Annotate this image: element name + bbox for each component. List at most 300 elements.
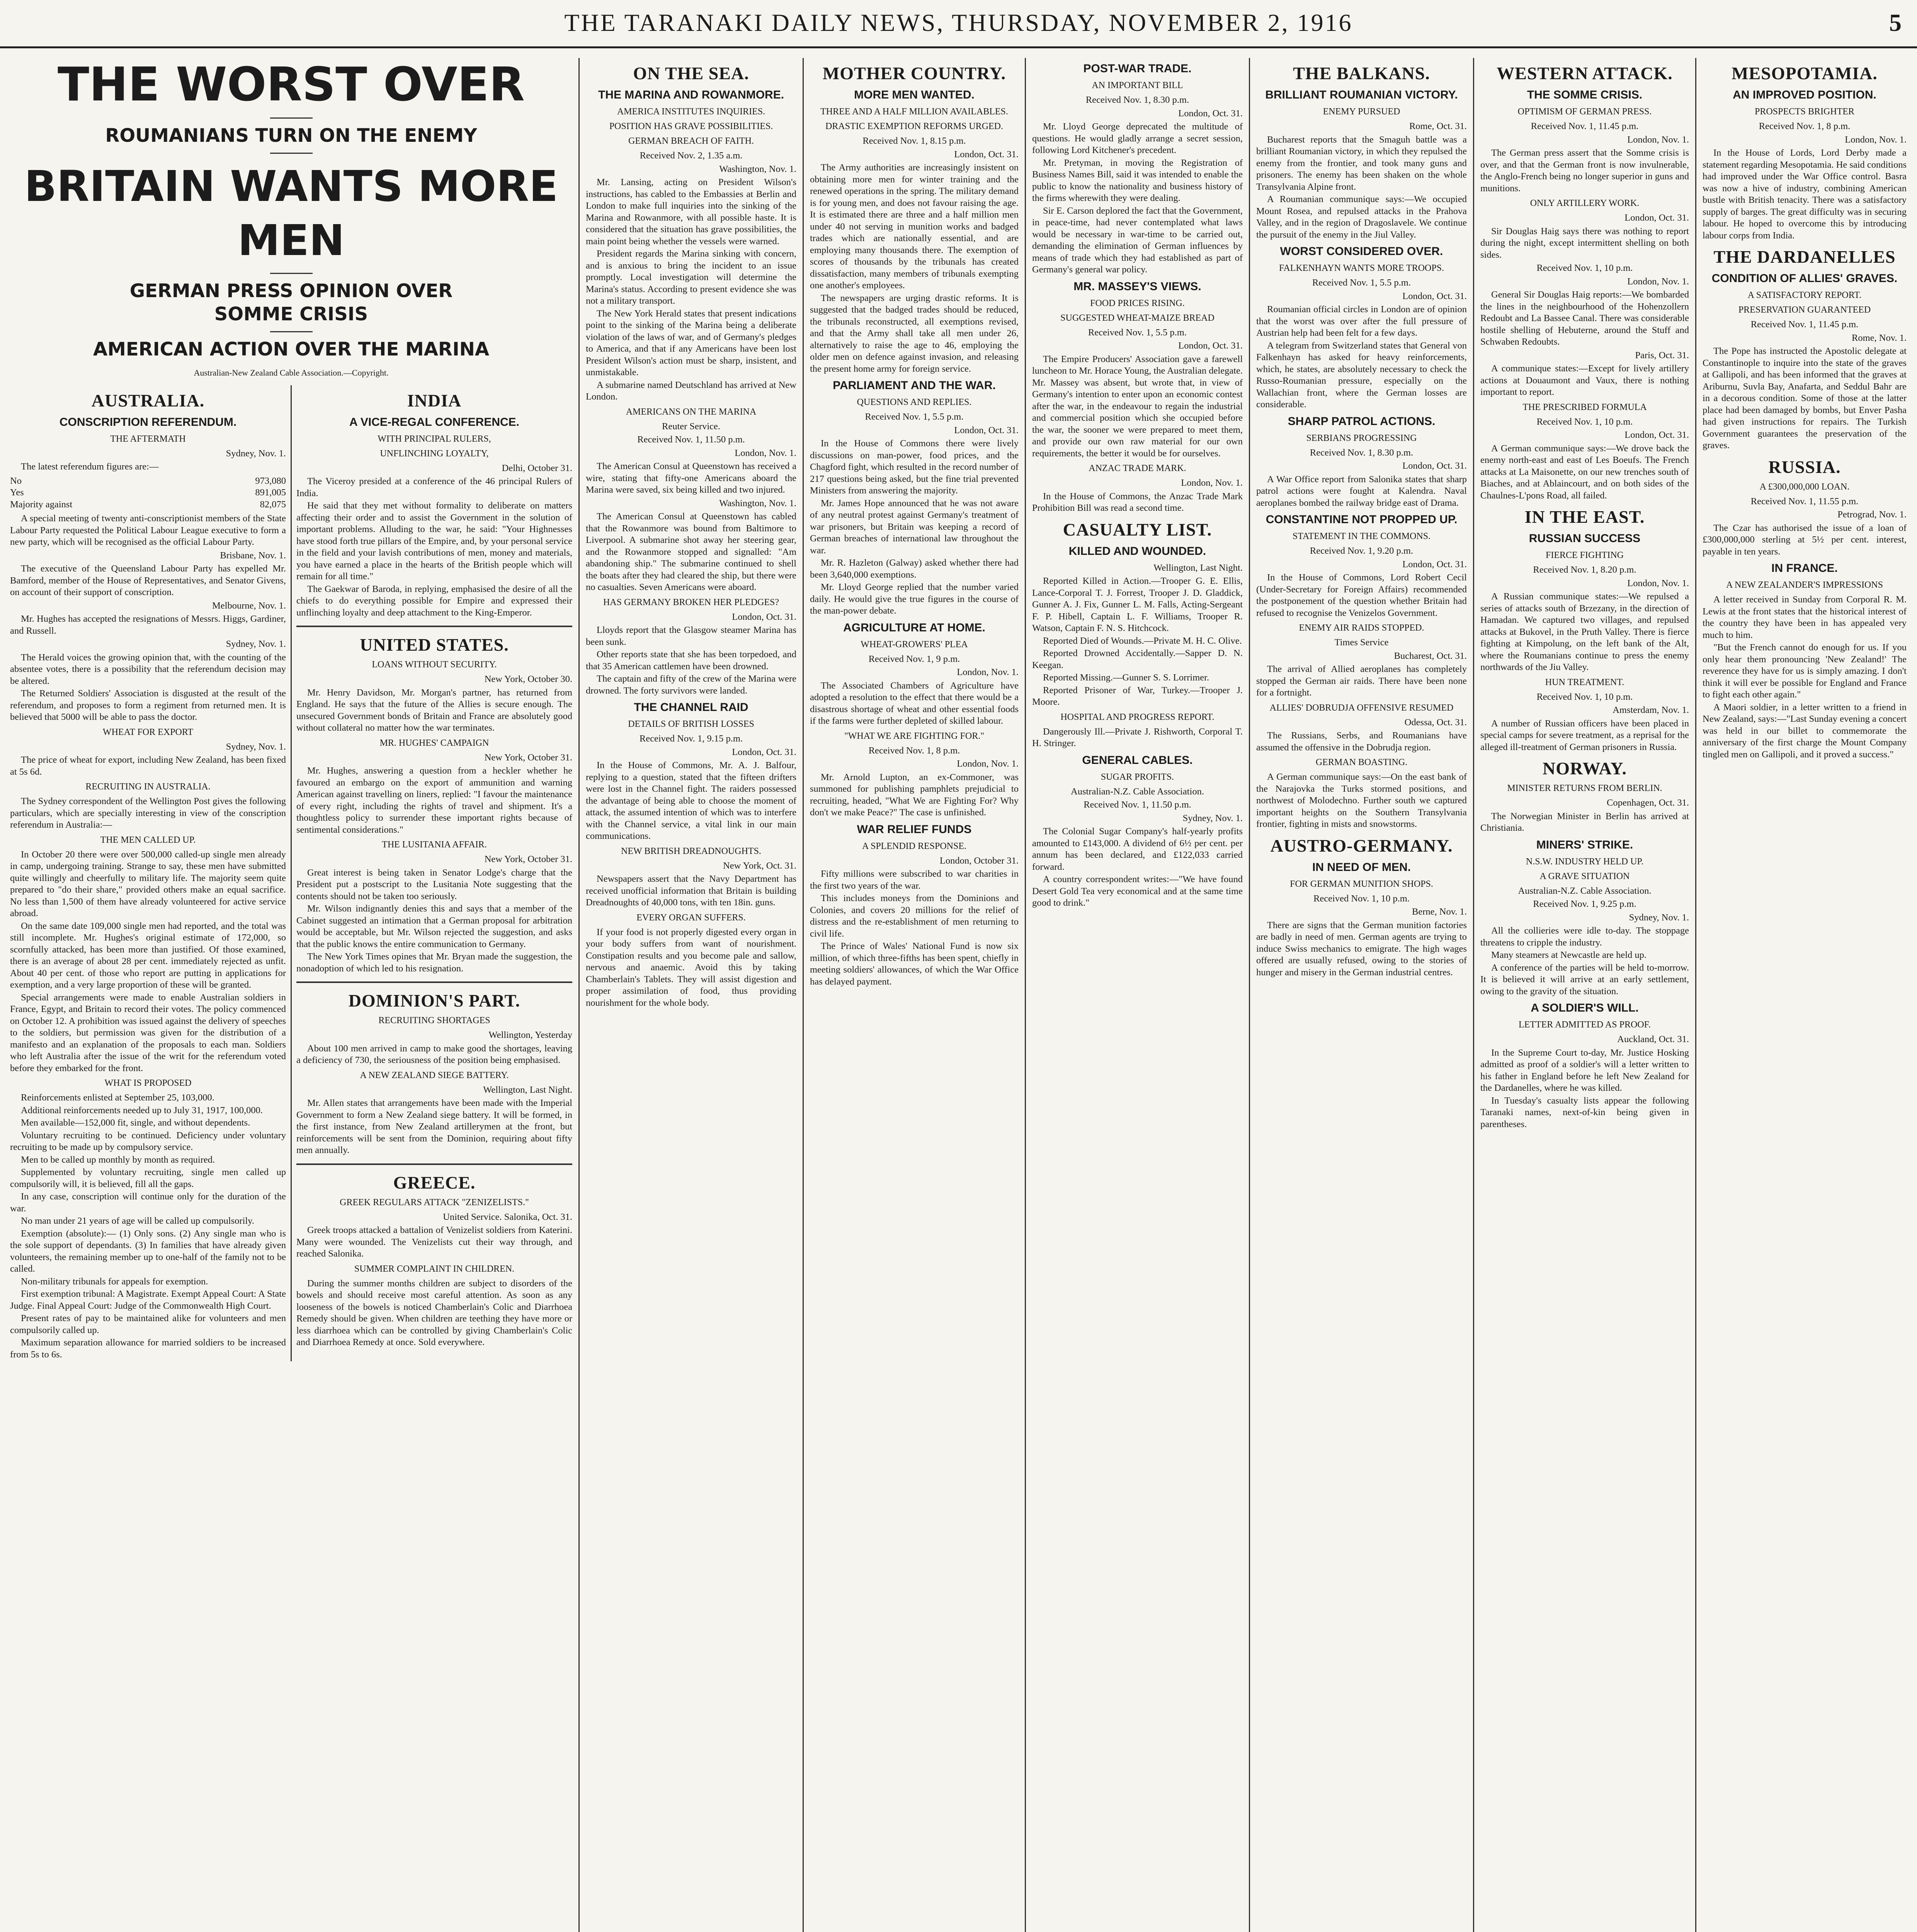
divider (296, 1163, 572, 1165)
paragraph: Men available—152,000 fit, single, and without dependents. (21, 1117, 250, 1128)
dateline: New York, October 31. (484, 854, 572, 864)
dateline: Paris, Oct. 31. (1635, 350, 1689, 361)
subheading: THE AFTERMATH (110, 434, 186, 444)
section-heading: DOMINION'S PART. (348, 991, 520, 1010)
paragraph: Mr. Henry Davidson, Mr. Morgan's partner, has returned from England. He says that the future of the Allies is secure enough. The unsecured Government bonds of Britain and France are absolutely good without collateral no matter how the war terminates. (296, 687, 572, 733)
paragraph: The executive of the Queensland Labour Party has expelled Mr. Bamford, member of the House of Representatives, and Senator Givens, on account of their support of conscription. (10, 563, 286, 597)
subheading: DETAILS OF BRITISH LOSSES (628, 719, 754, 729)
paragraph: Sir E. Carson deplored the fact that the Government, in peace-time, had never contemplated what laws would be necessary in war-time to be carried out, demanding the elimination of German influences by means of trade which they had established as part of Germany's general war policy. (1032, 205, 1243, 275)
paragraph: The Norwegian Minister in Berlin has arrived at Christiania. (1480, 811, 1689, 833)
paragraph: The American Consul at Queenstown has cabled that the Rowanmore was bound from Baltimore to Liverpool. A submarine shot away her steering gear, and the Rowanmore stopped and signalled: "Am abandoning ship." The submarine continued to shell the boats after they had cleared the ship, but there were no casualties. Seven Americans were aboard. (586, 511, 796, 592)
paragraph: About 100 men arrived in camp to make good the shortages, leaving a deficiency of 730, the seriousness of the position being emphasised. (296, 1043, 572, 1065)
paragraph: The price of wheat for export, including New Zealand, has been fixed at 5s 6d. (10, 755, 286, 777)
paragraph: Mr. Hughes, answering a question from a heckler whether he favoured an embargo on the export of ammunition and warning American against travelling on liners, replied: "I favour the maintenance of every right, including the rights of travel and shipment. It's a thoughtless policy to surrender these important rights because of sentimental considerations." (296, 765, 572, 835)
dateline: Washington, Nov. 1. (719, 163, 796, 174)
paragraph: Non-military tribunals for appeals for exemption. (21, 1276, 208, 1287)
dateline: Sydney, Nov. 1. (226, 639, 286, 649)
divider (270, 153, 313, 154)
paragraph: The Czar has authorised the issue of a loan of £300,000,000 sterling at 5½ per cent. interest, payable in ten years. (1703, 522, 1907, 557)
paragraph: No man under 21 years of age will be called up compulsorily. (21, 1216, 254, 1226)
dateline: Washington, Nov. 1. (719, 498, 796, 509)
received-line: Received Nov. 1, 11.45 p.m. (1750, 319, 1859, 330)
paragraph: Lloyds report that the Glasgow steamer Marina has been sunk. (586, 625, 796, 647)
subheading: PROSPECTS BRIGHTER (1754, 107, 1855, 117)
subheading: ENEMY PURSUED (1323, 107, 1400, 117)
dateline: London, Oct. 31. (732, 747, 796, 757)
subheading: ANZAC TRADE MARK. (1089, 463, 1186, 473)
subheading: DRASTIC EXEMPTION REFORMS URGED. (825, 121, 1004, 131)
tally-value: 973,080 (255, 475, 286, 486)
paragraph: Mr. Hughes has accepted the resignations of Messrs. Higgs, Gardiner, and Russell. (10, 614, 286, 636)
section-heading: POST-WAR TRADE. (1083, 62, 1192, 75)
western-attack-column (1474, 58, 1696, 1932)
dateline: Berne, Nov. 1. (1412, 906, 1467, 917)
subheading: ALLIES' DOBRUDJA OFFENSIVE RESUMED (1269, 702, 1454, 713)
paragraph: The Russians, Serbs, and Roumanians have assumed the offensive in the Dobrudja region. (1256, 730, 1467, 753)
dateline: London, Oct. 31. (732, 611, 796, 622)
received-line: Received Nov. 1, 9 p.m. (868, 653, 960, 664)
subheading: THE SOMME CRISIS. (1527, 88, 1643, 101)
paragraph: A German communique says:—We drove back the enemy north-east and east of Les Boeufs. The French attacks at La Maisonette, on our new trenches south of Biaches, and at Ablaincourt, and on both sides of the Chaulnes-L'pons Road, all failed. (1480, 443, 1689, 501)
paragraph: All the collieries were idle to-day. The stoppage threatens to cripple the industry. (1480, 925, 1689, 948)
paragraph: In October 20 there were over 500,000 called-up single men already in camp, undergoing training. Strange to say, these men have submitted quite willingly and cheerfully to military life. The majority seem quite prepared to "do their share," provided others make an equal sacrifice. No less than 1,500 of them have already volunteered for active service abroad. (10, 849, 286, 918)
paragraph: Greek troops attacked a battalion of Venizelist soldiers from Katerini. Many were wounded. The Venizelists cut their way through, and reached Salonika. (296, 1225, 572, 1259)
paragraph: Supplemented by voluntary recruiting, single men called up compulsorily will, it is believed, fill all the gaps. (10, 1167, 286, 1189)
subheading: QUESTIONS AND REPLIES. (857, 397, 972, 407)
advertisement-text: If your food is not properly digested every organ in your body suffers from want of nourishment. Constipation results and you become pale and sallow, nervous and anaemic. Avoid this by taking Chamberlain's Tablets. They will assist digestion and proper assimilation of food, thus providing nourishment for the whole body. (586, 927, 796, 1008)
subheading: AMERICANS ON THE MARINA (626, 406, 757, 417)
dateline: London, Nov. 1. (1627, 578, 1689, 588)
subheading: A SATISFACTORY REPORT. (1747, 290, 1862, 300)
paragraph: In Tuesday's casualty lists appear the following Taranaki names, next-of-kin being given in parentheses. (1480, 1095, 1689, 1129)
paragraph: The Army authorities are increasingly insistent on obtaining more men for winter training and the renewed operations in the spring. The military demand is for young men, and does not favour raising the age. It is estimated there are three and a half million men under 40 not serving in munition works and badged trades which are nationally essential, and are employing many thousands there. The exemption of scores of thousands by the tribunals has created dissatisfaction, many members of tribunals exempting one another's employees. (810, 162, 1019, 291)
lead-headline-3: BRITAIN WANTS MORE MEN (24, 162, 558, 265)
paragraph: This includes moneys from the Dominions and Colonies, and covers 20 millions for the relief of distress and the re-establishment of men returning to civil life. (810, 893, 1019, 939)
section-heading: AUSTRO-GERMANY. (1270, 835, 1453, 855)
dateline: London, Nov. 1. (957, 667, 1019, 677)
subheading: THE LUSITANIA AFFAIR. (382, 840, 487, 850)
section-heading: CASUALTY LIST. (1063, 519, 1212, 539)
subheading: THE MARINA AND ROWANMORE. (598, 88, 784, 101)
mother-country-column (804, 58, 1026, 1932)
subheading: CONSCRIPTION REFERENDUM. (59, 415, 237, 429)
paragraph: Mr. Lloyd George deprecated the multitude of questions. He would gladly arrange a secret session, following Lord Kitchener's precedent. (1032, 121, 1243, 155)
subheading: FIERCE FIGHTING (1546, 550, 1624, 560)
paragraph: Reported Missing.—Gunner S. S. Lorrimer. (1043, 672, 1209, 683)
dateline: Sydney, Nov. 1. (226, 448, 286, 459)
paragraph: The Associated Chambers of Agriculture have adopted a resolution to the effect that there would be a disastrous shortage of wheat and other essential foods if the farms were further depleted of skilled labour. (810, 680, 1019, 726)
paragraph: Mr. James Hope announced that he was not aware of any neutral protest against Germany's treatment of war prisoners, but Britain was keeping a record of German breaches of international law throughout the war. (810, 498, 1019, 556)
received-line: Received Nov. 1, 8 p.m. (868, 745, 960, 756)
paragraph: The Pope has instructed the Apostolic delegate at Constantinople to inquire into the state of the graves at Gallipoli, and has been informed that the graves at Ariburnu, Suvla Bay, Anafarta, and Seddul Bahr are in a decorous condition. Some of those at the latter place had been damaged by bombs, but Enver Pasha had given instructions for repairs. The Turkish Government guarantees the preservation of the graves. (1703, 346, 1907, 451)
subheading: AN IMPORTANT BILL (1092, 80, 1183, 90)
received-line: Received Nov. 1, 11.55 p.m. (1750, 496, 1859, 507)
received-line: Received Nov. 1, 8.30 p.m. (1310, 447, 1414, 458)
paragraph: Many steamers at Newcastle are held up. (1491, 950, 1647, 960)
lead-headline-4: GERMAN PRESS OPINION OVER SOMME CRISIS (129, 280, 453, 325)
tally-value: 82,075 (260, 499, 286, 510)
dateline: London, Oct. 31. (954, 425, 1019, 435)
received-line: Times Service (1334, 637, 1389, 648)
dateline: New York, Oct. 31. (723, 860, 796, 871)
dateline: London, Oct. 31. (954, 149, 1019, 160)
paragraph: A War Office report from Salonika states that sharp patrol actions were fought at Kalendra. Naval aeroplanes bombed the railway bridge east of Drama. (1256, 474, 1467, 508)
divider (270, 331, 313, 332)
received-line: Reuter Service. (662, 421, 721, 432)
credit-line: Australian-New Zealand Cable Association.—Copyright. (194, 368, 389, 378)
dateline: London, October 31. (939, 855, 1019, 866)
subheading: SUGAR PROFITS. (1101, 772, 1174, 782)
paragraph: A letter received in Sunday from Corporal R. M. Lewis at the front states that the historical interest of the country they have been in has appealed very much to him. (1703, 594, 1907, 640)
paragraph: Men to be called up monthly by month as required. (21, 1154, 215, 1165)
paragraph: The Viceroy presided at a conference of the 46 principal Rulers of India. (296, 476, 572, 498)
subheading: AMERICA INSTITUTES INQUIRIES. (617, 107, 765, 117)
received-line: Received Nov. 1, 8.20 p.m. (1533, 565, 1636, 575)
subheading: CONSTANTINE NOT PROPPED UP. (1266, 513, 1458, 526)
section-heading: THE DARDANELLES (1713, 247, 1896, 267)
dateline: Bucharest, Oct. 31. (1394, 650, 1467, 661)
dateline: Odessa, Oct. 31. (1404, 717, 1467, 728)
paragraph: Sir Douglas Haig says there was nothing to report during the night, except intermittent shelling on both sides. (1480, 226, 1689, 260)
section-heading: MESOPOTAMIA. (1732, 63, 1878, 83)
paragraph: In the House of Commons, Mr. A. J. Balfour, replying to a question, stated that the fifteen drifters were lost in the Channel fight. The raiders possessed the advantage of being able to choose the moment of attack, the assumed intention of which was to interfere with the Channel service, a vital link in our main communications. (586, 760, 796, 841)
tally-label: No (10, 475, 22, 486)
section-heading: WESTERN ATTACK. (1497, 63, 1673, 83)
dateline: London, Oct. 31. (1402, 559, 1467, 570)
received-line: Received Nov. 1, 11.50 p.m. (637, 434, 745, 445)
paragraph: Reported Drowned Accidentally.—Sapper D. N. Keegan. (1032, 648, 1243, 670)
section-heading: GREECE. (393, 1172, 476, 1192)
dateline: Rome, Oct. 31. (1409, 121, 1467, 131)
subheading: A SOLDIER'S WILL. (1531, 1002, 1639, 1014)
paragraph: Additional reinforcements needed up to July 31, 1917, 100,000. (21, 1105, 263, 1116)
paragraph: A conference of the parties will be held to-morrow. It is believed it will arrive at an early settlement, owing to the gravity of the situation. (1480, 962, 1689, 997)
paragraph: The Herald voices the growing opinion that, with the counting of the absentee votes, there is a possibility that the referendum decision may be altered. (10, 652, 286, 686)
paragraph: The captain and fifty of the crew of the Marina were drowned. The forty survivors were landed. (586, 673, 796, 696)
paragraph: A German communique says:—On the east bank of the Narajovka the Turks stormed positions, and northwest of Molodechno. Further south we captured important heights on the Southern Transylvania frontier, fighting in mists and snowstorms. (1256, 772, 1467, 829)
paragraph: Mr. R. Hazleton (Galway) asked whether there had been 3,640,000 exemptions. (810, 558, 1019, 580)
paragraph: Mr. Wilson indignantly denies this and says that a member of the Cabinet suggested an intimation that a German proposal for arbitration would be acceptable, but Mr. Wilson rejected the suggestion, and asks that the public knows the entire communication to Germany. (296, 903, 572, 949)
subheading: MR. HUGHES' CAMPAIGN (379, 738, 489, 748)
tally-value: 891,005 (255, 487, 286, 498)
received-line: Received Nov. 1, 10 p.m. (1536, 691, 1633, 702)
paragraph: In the House of Commons, the Anzac Trade Mark Prohibition Bill was read a second time. (1032, 491, 1243, 513)
paragraph: A Maori soldier, in a letter written to a friend in New Zealand, says:—"Last Sunday evening a concert was held in our billet to commemorate the anniversary of the first charge the Mount Company tingled men on Gallipoli, and it proved a success." (1703, 702, 1907, 760)
subheading: A VICE-REGAL CONFERENCE. (349, 415, 520, 429)
subheading: WHAT IS PROPOSED (104, 1078, 192, 1088)
subheading: UNFLINCHING LOYALTY, (380, 448, 489, 459)
paragraph: In the House of Lords, Lord Derby made a statement regarding Mesopotamia. He said conditions had improved under the War Office control. Basra was now a hive of industry, combining American bustle with British tenacity. There was a satisfactory supply of barges. The great difficulty was in securing labour. He hoped to overcome this by introducing labour corps from India. (1703, 148, 1907, 241)
subheading: PARLIAMENT AND THE WAR. (833, 379, 996, 392)
subheading: OPTIMISM OF GERMAN PRESS. (1517, 107, 1652, 117)
received-line: Received Nov. 1, 9.20 p.m. (1310, 546, 1414, 556)
subheading: GENERAL CABLES. (1082, 753, 1193, 767)
paragraph: First exemption tribunal: A Magistrate. Exempt Appeal Court: A State Judge. Final Appeal Court: Judge of the Commonwealth High Court. (10, 1289, 286, 1311)
dateline: London, Nov. 1. (957, 759, 1019, 769)
paragraph: Mr. Arnold Lupton, an ex-Commoner, was summoned for publishing pamphlets prejudicial to recruiting, headed, "What We are Fighting For? Why don't we make Peace?" The case is unfinished. (810, 772, 1019, 818)
dateline: New York, October 30. (484, 674, 572, 684)
masthead-title: THE TARANAKI DAILY NEWS, THURSDAY, NOVEMBER 2, 1916 (564, 9, 1353, 36)
subheading: RECRUITING SHORTAGES (378, 1015, 490, 1026)
paragraph: Mr. Lloyd George replied that the number varied daily. He would give the true figures in the course of the man-power debate. (810, 582, 1019, 616)
paragraph: Roumanian official circles in London are of opinion that the worst was over after the full pressure of Austrian help had been felt for a few days. (1256, 304, 1467, 338)
subheading: POSITION HAS GRAVE POSSIBILITIES. (609, 121, 773, 131)
advertisement-text: During the summer months children are subject to disorders of the bowels and should receive most careful attention. As soon as any looseness of the bowels is noticed Chamberlain's Colic and Diarrhoea Remedy should be given. When children are teething they have more or less diarrhoea which can be controlled by giving Chamberlain's Colic and Diarrhoea Remedy at once. Sold everywhere. (296, 1278, 572, 1347)
paragraph: There are signs that the German munition factories are badly in need of men. German agents are trying to induce Swiss mechanics to emigrate. The high wages offered are usually refused, owing to the stories of hunger and misery in the German industrial centres. (1256, 920, 1467, 978)
paragraph: On the same date 109,000 single men had reported, and the total was still incomplete. Mr. Hughes's original estimate of 172,000, so scornfully attacked, has been more than justified. Of those examined, there is an average of about 28 per cent. immediately rejected as unfit. About 40 per cent. of those who report are putting in applications for exemption, and a very large proportion of these will be granted. (10, 920, 286, 990)
paragraph: The Empire Producers' Association gave a farewell luncheon to Mr. Horace Young, the Australian delegate. Mr. Massey was absent, but wrote that, in view of Germany's intention to enter upon an economic contest after the war, in the endeavour to regain the industrial and commercial position which she occupied before the war, the sooner we were prepared to meet them, and provide our own raw material for our own requirements, the better it would be for ourselves. (1032, 354, 1243, 459)
dateline: Sydney, Nov. 1. (1182, 813, 1243, 823)
received-line: Received Nov. 1, 8.30 p.m. (1085, 95, 1189, 105)
subheading: MINISTER RETURNS FROM BERLIN. (1507, 783, 1662, 793)
subheading: FALKENHAYN WANTS MORE TROOPS. (1279, 263, 1444, 273)
dateline: London, Nov. 1. (1627, 276, 1689, 287)
paragraph: He said that they met without formality to deliberate on matters affecting their order and to assist the Government in the solution of important problems. Alluding to the war, he said: "Your Highnesses have stood forth true pillars of the Empire, and, by your personal service in the field and your lavish contributions of men, money and materials, you have earned a place in the hearts of the British people which will remain for all time." (296, 500, 572, 582)
subheading: A NEW ZEALAND SIEGE BATTERY. (360, 1070, 509, 1080)
tally-label: Yes (10, 487, 24, 498)
section-heading: AUSTRALIA. (91, 390, 205, 410)
section-heading: INDIA (407, 390, 462, 410)
paragraph: Bucharest reports that the Smaguh battle was a brilliant Roumanian victory, in which they repulsed the enemy from the frontier, and took many guns and prisoners. The enemy has been shaken on the whole Transylvania Alpine front. (1256, 134, 1467, 192)
advertisement-heading: EVERY ORGAN SUFFERS. (636, 912, 746, 923)
on-the-sea-column (580, 58, 804, 1932)
subheading: ONLY ARTILLERY WORK. (1530, 198, 1640, 208)
section-heading: NORWAY. (1543, 759, 1627, 778)
dateline: New York, October 31. (484, 752, 572, 763)
dateline: Wellington, Yesterday (488, 1030, 572, 1040)
dateline: London, Oct. 31. (1624, 213, 1689, 223)
divider (270, 117, 313, 119)
paragraph: Maximum separation allowance for married soldiers to be increased from 5s to 6s. (10, 1337, 286, 1360)
dateline: Petrograd, Nov. 1. (1837, 509, 1907, 520)
paragraph: A communique states:—Except for lively artillery actions at Douaumont and Vaux, there is nothing important to report. (1480, 363, 1689, 397)
subheading: MR. MASSEY'S VIEWS. (1073, 280, 1201, 293)
received-line: Received Nov. 1, 5.5 p.m. (865, 412, 964, 422)
paragraph: The Gaekwar of Baroda, in replying, emphasised the desire of all the chiefs to do everything possible for Empire and expressed their unflinching loyalty and deep attachment to the King-Emperor. (296, 583, 572, 618)
dateline: London, Nov. 1. (1845, 134, 1907, 145)
dateline: London, Oct. 31. (1178, 108, 1243, 119)
india-us-section (296, 385, 572, 1362)
paragraph: Reported Died of Wounds.—Private M. H. C. Olive. (1043, 635, 1242, 646)
paragraph: A Russian communique states:—We repulsed a series of attacks south of Brzezany, in the direction of Hamadan. We captured two villages, and repulsed attacks at Bukovel, in the Pruth Valley. There is fierce fighting at Kimpolung, on the left bank of the Alt, where the Roumanians continue to press the enemy northwards of the Jiu Valley. (1480, 591, 1689, 672)
lead-column (4, 58, 580, 1932)
dateline: London, Oct. 31. (1402, 291, 1467, 301)
subheading: AN IMPROVED POSITION. (1733, 88, 1876, 101)
paragraph: The Sydney correspondent of the Wellington Post gives the following particulars, which are specially interesting in view of the conscription referendum in Australia:— (10, 796, 286, 830)
subheading: SUGGESTED WHEAT-MAIZE BREAD (1060, 313, 1214, 323)
subheading: "WHAT WE ARE FIGHTING FOR." (844, 731, 985, 741)
dateline: Sydney, Nov. 1. (226, 741, 286, 752)
paragraph: A country correspondent writes:—"We have found Desert Gold Tea very economical and at the same time good to drink." (1032, 874, 1243, 908)
paragraph: President regards the Marina sinking with concern, and is anxious to bring the incident to an issue promptly. Local investigation will determine the Marina's status. According to present evidence she was not a military transport. (586, 248, 796, 306)
paragraph: The New York Herald states that present indications point to the sinking of the Marina being a deliberate violation of the laws of war, and of Germany's pledges to America, and that if any Americans have been lost President Wilson's action must be sharp, insistent, and unmistakable. (586, 308, 796, 378)
subheading: FOR GERMAN MUNITION SHOPS. (1290, 879, 1433, 889)
received-line: Australian-N.Z. Cable Association. (1071, 786, 1204, 797)
divider (296, 981, 572, 983)
paragraph: In the House of Commons, Lord Robert Cecil (Under-Secretary for Foreign Affairs) recommended the postponement of the question whether Britain had refused to recognise the Venizelos Government. (1256, 572, 1467, 618)
page-number: 5 (1889, 9, 1902, 36)
paragraph: "But the French cannot do enough for us. If you only hear them pronouncing 'New Zealand!' The reverence they have for us is simply amazing. I don't think it will ever be possible for England and France to fight each other again." (1703, 642, 1907, 700)
paragraph: Reinforcements enlisted at September 25, 103,000. (21, 1092, 214, 1103)
subheading: PRESERVATION GUARANTEED (1738, 305, 1871, 315)
section-heading: RUSSIA. (1768, 457, 1841, 477)
dateline: London, Nov. 1. (735, 447, 796, 458)
dateline: London, Nov. 1. (1181, 478, 1243, 488)
paragraph: The newspapers are urging drastic reforms. It is suggested that the badged trades should be reduced, the tribunals reconstructed, all exemptions revised, and that the Army shall take all men under 26, alternatively to raise the age to 46, employing the older men on defence against invasion, and releasing the present home army for foreign service. (810, 293, 1019, 374)
subheading: NEW BRITISH DREADNOUGHTS. (621, 846, 761, 856)
dateline: London, Nov. 1. (1627, 134, 1689, 145)
subheading: FOOD PRICES RISING. (1090, 298, 1185, 308)
dateline: Brisbane, Nov. 1. (220, 550, 286, 561)
subheading: THE CHANNEL RAID (634, 701, 748, 714)
subheading: RECRUITING IN AUSTRALIA. (85, 782, 211, 792)
subheading: A GRAVE SITUATION (1539, 871, 1630, 881)
subheading: IN NEED OF MEN. (1312, 861, 1411, 874)
australia-section (10, 385, 292, 1362)
paragraph: The Prince of Wales' National Fund is now six million, of which three-fifths has been spent, chiefly in meeting soldiers' allowances, of which the War Office has delayed payment. (810, 941, 1019, 987)
subheading: N.S.W. INDUSTRY HELD UP. (1526, 856, 1644, 867)
subheading: MORE MEN WANTED. (854, 88, 975, 101)
subheading: BRILLIANT ROUMANIAN VICTORY. (1265, 88, 1458, 101)
dateline: Wellington, Last Night. (483, 1084, 572, 1095)
paragraph: Newspapers assert that the Navy Department has received unofficial information that Britain is building Dreadnoughts of 40,000 tons, with ten 18in. guns. (586, 874, 796, 908)
paragraph: Dangerously Ill.—Private J. Rishworth, Corporal T. H. Stringer. (1032, 726, 1243, 748)
dateline: Wellington, Last Night. (1153, 562, 1243, 573)
dateline: Auckland, Oct. 31. (1617, 1034, 1689, 1044)
paragraph: The latest referendum figures are:— (21, 461, 159, 472)
paragraph: The Returned Soldiers' Association is disgusted at the result of the referendum, and proposes to form a regiment from returned men. It is believed that 5000 will be able to pass the doctor. (10, 688, 286, 722)
received-line: Received Nov. 1, 5.5 p.m. (1312, 277, 1411, 288)
dateline: United Service. Salonika, Oct. 31. (443, 1211, 572, 1222)
paragraph: Other reports state that she has been torpedoed, and that 35 American cattlemen have been drowned. (586, 649, 796, 672)
received-line: Received Nov. 1, 11.50 p.m. (1084, 799, 1191, 810)
advertisement-heading: SUMMER COMPLAINT IN CHILDREN. (354, 1264, 515, 1274)
subheading: A NEW ZEALANDER'S IMPRESSIONS (1726, 580, 1883, 590)
subheading: GREEK REGULARS ATTACK "ZENIZELISTS." (340, 1197, 529, 1208)
divider (270, 273, 313, 274)
dateline: London, Oct. 31. (1178, 340, 1243, 351)
paragraph: Special arrangements were made to enable Australian soldiers in France, Egypt, and Britain to record their votes. The policy commenced on October 12. A prohibition was issued against the delivery of speeches to the soldiers, but permission was given for the distribution of a manifesto and an explanation of the proposals to each man. Soldiers who left Australia after the issue of the writ for the referendum voted before they embarked for the front. (10, 992, 286, 1073)
subheading: THE PRESCRIBED FORMULA (1522, 402, 1647, 412)
mesopotamia-column (1696, 58, 1913, 1932)
subheading: LETTER ADMITTED AS PROOF. (1518, 1020, 1651, 1030)
lead-subcolumns (10, 385, 572, 1362)
referendum-tally (10, 475, 286, 511)
paragraph: The American Consul at Queenstown has received a wire, stating that fifty-one Americans aboard the Marina were saved, six being killed and two injured. (586, 461, 796, 495)
lead-headline-5: AMERICAN ACTION OVER THE MARINA (93, 338, 490, 360)
dateline: Rome, Nov. 1. (1852, 332, 1907, 343)
received-line: Received Nov. 2, 1.35 a.m. (640, 150, 743, 161)
section-heading: IN THE EAST. (1524, 507, 1645, 527)
paragraph: General Sir Douglas Haig reports:—We bombarded the lines in the neighbourhood of the Hohenzollern Redoubt and La Bassee Canal. There was considerable hostile shelling of Hebuterne, around the Stuff and Schwaben Redoubts. (1480, 289, 1689, 347)
dateline: Amsterdam, Nov. 1. (1613, 705, 1689, 715)
paragraph: In the House of Commons there were lively discussions on man-power, food prices, and the Chagford fight, which resulted in the record number of 217 questions being asked, but the fine trial prevented Ministers from answering the majority. (810, 438, 1019, 496)
paragraph: Mr. Pretyman, in moving the Registration of Business Names Bill, said it was intended to enable the public to know the nationality and business history of the firms wherewith they were dealing. (1032, 157, 1243, 203)
received-line: Received Nov. 1, 9.15 p.m. (639, 733, 743, 744)
paragraph: In any case, conscription will continue only for the duration of the war. (10, 1191, 286, 1214)
paragraph: A special meeting of twenty anti-conscriptionist members of the State Labour Party requested the Political Labour League executive to form a new party, which will be recognised as the official Labour Party. (10, 513, 286, 547)
paragraph: Reported Prisoner of War, Turkey.—Trooper J. Moore. (1032, 685, 1243, 707)
subheading: LOANS WITHOUT SECURITY. (372, 660, 497, 670)
subheading: MINERS' STRIKE. (1536, 838, 1633, 851)
paragraph: Exemption (absolute):— (1) Only sons. (2) Any single man who is the sole support of dependants. (3) In families that have already given volunteers, the remaining member up to one-half of the family not to be called. (10, 1228, 286, 1274)
section-heading: THE BALKANS. (1293, 63, 1430, 83)
subheading: HUN TREATMENT. (1545, 677, 1624, 687)
divider (296, 626, 572, 627)
subheading: GERMAN BOASTING. (1315, 757, 1408, 767)
received-line: Received Nov. 1, 11.45 p.m. (1531, 121, 1639, 131)
received-line: Received Nov. 1, 9.25 p.m. (1533, 899, 1636, 909)
received-line: Received Nov. 1, 5.5 p.m. (1088, 327, 1187, 338)
subheading: IN FRANCE. (1771, 562, 1838, 575)
lead-headline-1: THE WORST OVER (58, 58, 525, 112)
subheading: A SPLENDID RESPONSE. (862, 841, 967, 851)
dateline: Sydney, Nov. 1. (1629, 912, 1689, 923)
masthead (0, 0, 1917, 48)
section-heading: ON THE SEA. (633, 63, 749, 83)
paragraph: Great interest is being taken in Senator Lodge's charge that the President put a postscript to the Lusitania Note suggesting that the contents should not be taken too seriously. (296, 867, 572, 901)
paragraph: Fifty millions were subscribed to war charities in the first two years of the war. (810, 869, 1019, 891)
subheading: SHARP PATROL ACTIONS. (1288, 415, 1436, 428)
paragraph: Reported Killed in Action.—Trooper G. E. Ellis, Lance-Corporal T. J. Forrest, Trooper J. D. Gladdick, Gunner A. J. Fix, Gunner L. M. Falls, Acting-Sergeant F. P. Hibell, Captain L. F. Williams, Trooper R. Watson, Captain F. N. S. Hitchcock. (1032, 576, 1243, 633)
received-line: Australian-N.Z. Cable Association. (1518, 885, 1652, 896)
subheading: RUSSIAN SUCCESS (1529, 532, 1641, 545)
subheading: A £300,000,000 LOAN. (1759, 481, 1850, 492)
dateline: London, Oct. 31. (1402, 461, 1467, 471)
subheading: WHEAT FOR EXPORT (102, 727, 194, 737)
received-line: Received Nov. 1, 10 p.m. (1536, 416, 1633, 427)
subheading: THREE AND A HALF MILLION AVAILABLES. (820, 107, 1008, 117)
balkans-column (1250, 58, 1474, 1932)
subheading: HAS GERMANY BROKEN HER PLEDGES? (603, 597, 779, 607)
paragraph: Voluntary recruiting to be continued. Deficiency under voluntary recruiting to be made up by compulsory service. (10, 1130, 286, 1152)
subheading: WORST CONSIDERED OVER. (1280, 245, 1443, 258)
post-war-trade-column (1026, 58, 1250, 1932)
subheading: SERBIANS PROGRESSING (1306, 433, 1417, 443)
paragraph: A submarine named Deutschland has arrived at New London. (586, 379, 796, 402)
received-line: Received Nov. 1, 10 p.m. (1536, 263, 1633, 273)
paragraph: The German press assert that the Somme crisis is over, and that the German front is now invulnerable, the Anglo-French being no longer superior in guns and munitions. (1480, 148, 1689, 194)
dateline: London, Oct. 31. (1624, 430, 1689, 440)
received-line: Received Nov. 1, 10 p.m. (1313, 893, 1410, 904)
paragraph: The Colonial Sugar Company's half-yearly profits amounted to £143,000. A dividend of 6½ per cent. per annum has been declared, and £122,033 carried forward. (1032, 826, 1243, 872)
subheading: AGRICULTURE AT HOME. (843, 621, 985, 634)
dateline: Melbourne, Nov. 1. (212, 600, 286, 611)
subheading: THE MEN CALLED UP. (100, 835, 196, 845)
paragraph: A Roumanian communique says:—We occupied Mount Rosea, and repulsed attacks in the Prahova Valley, and in the region of Dragoslavele. We continue the pursuit of the enemy in the Jiul Valley. (1256, 194, 1467, 240)
section-heading: UNITED STATES. (360, 635, 509, 655)
subheading: HOSPITAL AND PROGRESS REPORT. (1060, 712, 1214, 722)
paragraph: Present rates of pay to be maintained alike for volunteers and men compulsorily called up. (10, 1313, 286, 1335)
subheading: WITH PRINCIPAL RULERS, (378, 434, 491, 444)
paragraph: The arrival of Allied aeroplanes has completely stopped the German air raids. There have been none for a fortnight. (1256, 664, 1467, 698)
paragraph: Mr. Lansing, acting on President Wilson's instructions, has cabled to the Embassies at Berlin and London to make full inquiries into the sinking of the Marina and Rowanmore, with all possible haste. It is considered that the situation has grave possibilities, the main point being whether the vessels were warned. (586, 177, 796, 247)
lead-headline-2: ROUMANIANS TURN ON THE ENEMY (105, 125, 477, 146)
subheading: GERMAN BREACH OF FAITH. (628, 136, 754, 146)
subheading: WHEAT-GROWERS' PLEA (861, 639, 968, 650)
section-heading: MOTHER COUNTRY. (822, 63, 1006, 83)
paragraph: In the Supreme Court to-day, Mr. Justice Hosking admitted as proof of a soldier's will a letter written to his father in England before he left New Zealand for the Dardanelles, where he was killed. (1480, 1047, 1689, 1093)
received-line: Received Nov. 1, 8 p.m. (1759, 121, 1851, 131)
received-line: Received Nov. 1, 8.15 p.m. (862, 136, 966, 146)
subheading: WAR RELIEF FUNDS (857, 823, 972, 836)
paragraph: The New York Times opines that Mr. Bryan made the suggestion, the nonadoption of which led to his resignation. (296, 951, 572, 974)
dateline: Copenhagen, Oct. 31. (1607, 798, 1689, 808)
subheading: KILLED AND WOUNDED. (1068, 544, 1206, 558)
paragraph: A number of Russian officers have been placed in special camps for severe treatment, as a reprisal for the alleged ill-treatment of German prisoners in Russia. (1480, 718, 1689, 752)
paragraph: Mr. Allen states that arrangements have been made with the Imperial Government to form a New Zealand siege battery. It will be formed, in the first instance, from New Zealand artillerymen at the front, but reinforcements will be sent from the Dominion, requiring about fifty men annually. (296, 1098, 572, 1155)
subheading: ENEMY AIR RAIDS STOPPED. (1299, 623, 1424, 633)
